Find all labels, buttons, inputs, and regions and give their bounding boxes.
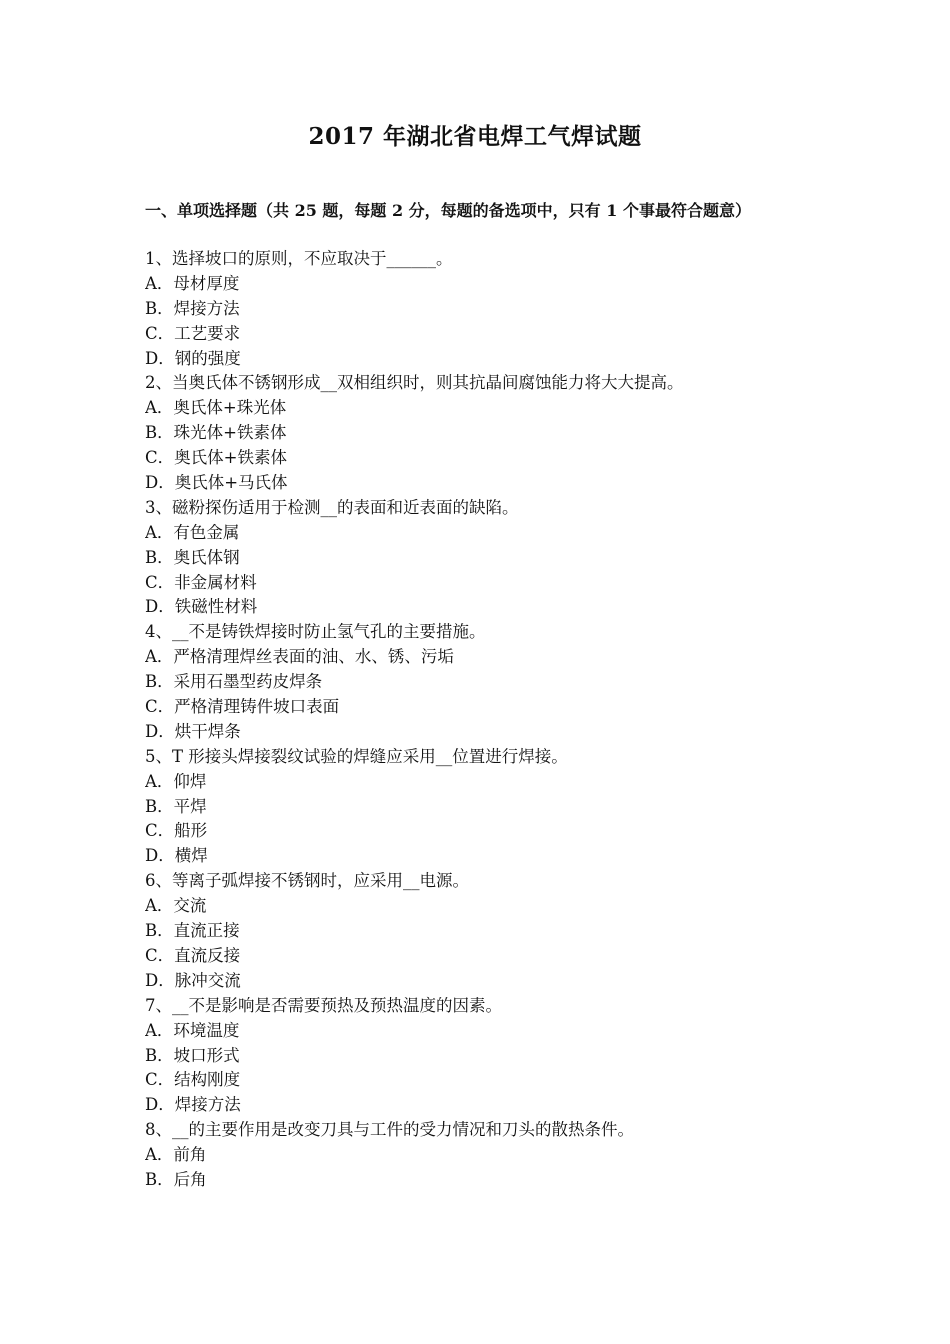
page-title: 2017 年湖北省电焊工气焊试题: [308, 123, 642, 150]
question-stem: 3、磁粉探伤适用于检测__的表面和近表面的缺陷。: [145, 497, 519, 517]
option-a: A．母材厚度: [145, 273, 240, 293]
option-a: A．仰焊: [145, 771, 207, 791]
option-d: D．铁磁性材料: [145, 597, 258, 617]
option-c: C．直流反接: [145, 945, 241, 965]
question-5: [145, 745, 810, 869]
option-b: B．珠光体+铁素体: [145, 423, 287, 443]
question-3: [145, 496, 810, 620]
section-header: 一、单项选择题（共 25 题，每题 2 分，每题的备选项中，只有 1 个事最符合题意）: [145, 201, 751, 220]
question-stem: 5、T 形接头焊接裂纹试验的焊缝应采用__位置进行焊接。: [145, 746, 568, 766]
option-b: B．焊接方法: [145, 298, 240, 318]
question-8: [145, 1118, 810, 1193]
option-a: A．有色金属: [145, 522, 240, 542]
question-6: [145, 869, 810, 993]
question-2: [145, 371, 810, 495]
question-4: [145, 620, 810, 744]
question-stem: 4、__不是铸铁焊接时防止氢气孔的主要措施。: [145, 622, 486, 642]
option-b: B．采用石墨型药皮焊条: [145, 672, 323, 692]
option-d: D．横焊: [145, 846, 208, 866]
option-c: C．船形: [145, 821, 208, 841]
option-d: D．奥氏体+马氏体: [145, 473, 288, 493]
option-d: D．钢的强度: [145, 348, 241, 368]
option-b: B．奥氏体钢: [145, 547, 240, 567]
option-a: A．前角: [145, 1145, 207, 1165]
option-b: B．坡口形式: [145, 1045, 240, 1065]
option-c: C．非金属材料: [145, 572, 257, 592]
option-d: D．焊接方法: [145, 1095, 241, 1115]
question-7: [145, 994, 810, 1118]
question-list: [145, 247, 810, 1193]
question-stem: 1、选择坡口的原则，不应取决于______。: [145, 249, 453, 268]
option-a: A．严格清理焊丝表面的油、水、锈、污垢: [145, 647, 454, 667]
option-a: A．交流: [145, 896, 207, 916]
option-d: D．脉冲交流: [145, 970, 241, 990]
question-1: [145, 247, 810, 371]
option-b: B．平焊: [145, 796, 207, 816]
option-b: B．后角: [145, 1169, 207, 1189]
question-stem: 8、__的主要作用是改变刀具与工件的受力情况和刀头的散热条件。: [145, 1120, 634, 1140]
question-stem: 2、当奥氏体不锈钢形成__双相组织时，则其抗晶间腐蚀能力将大大提高。: [145, 373, 684, 393]
option-c: C．工艺要求: [145, 323, 241, 343]
option-a: A．奥氏体+珠光体: [145, 398, 287, 418]
option-b: B．直流正接: [145, 921, 240, 941]
option-c: C．结构刚度: [145, 1070, 241, 1090]
option-a: A．环境温度: [145, 1020, 240, 1040]
question-stem: 6、等离子弧焊接不锈钢时，应采用__电源。: [145, 871, 469, 891]
question-stem: 7、__不是影响是否需要预热及预热温度的因素。: [145, 995, 502, 1015]
option-c: C．严格清理铸件坡口表面: [145, 697, 340, 717]
option-c: C．奥氏体+铁素体: [145, 448, 287, 468]
option-d: D．烘干焊条: [145, 721, 241, 741]
